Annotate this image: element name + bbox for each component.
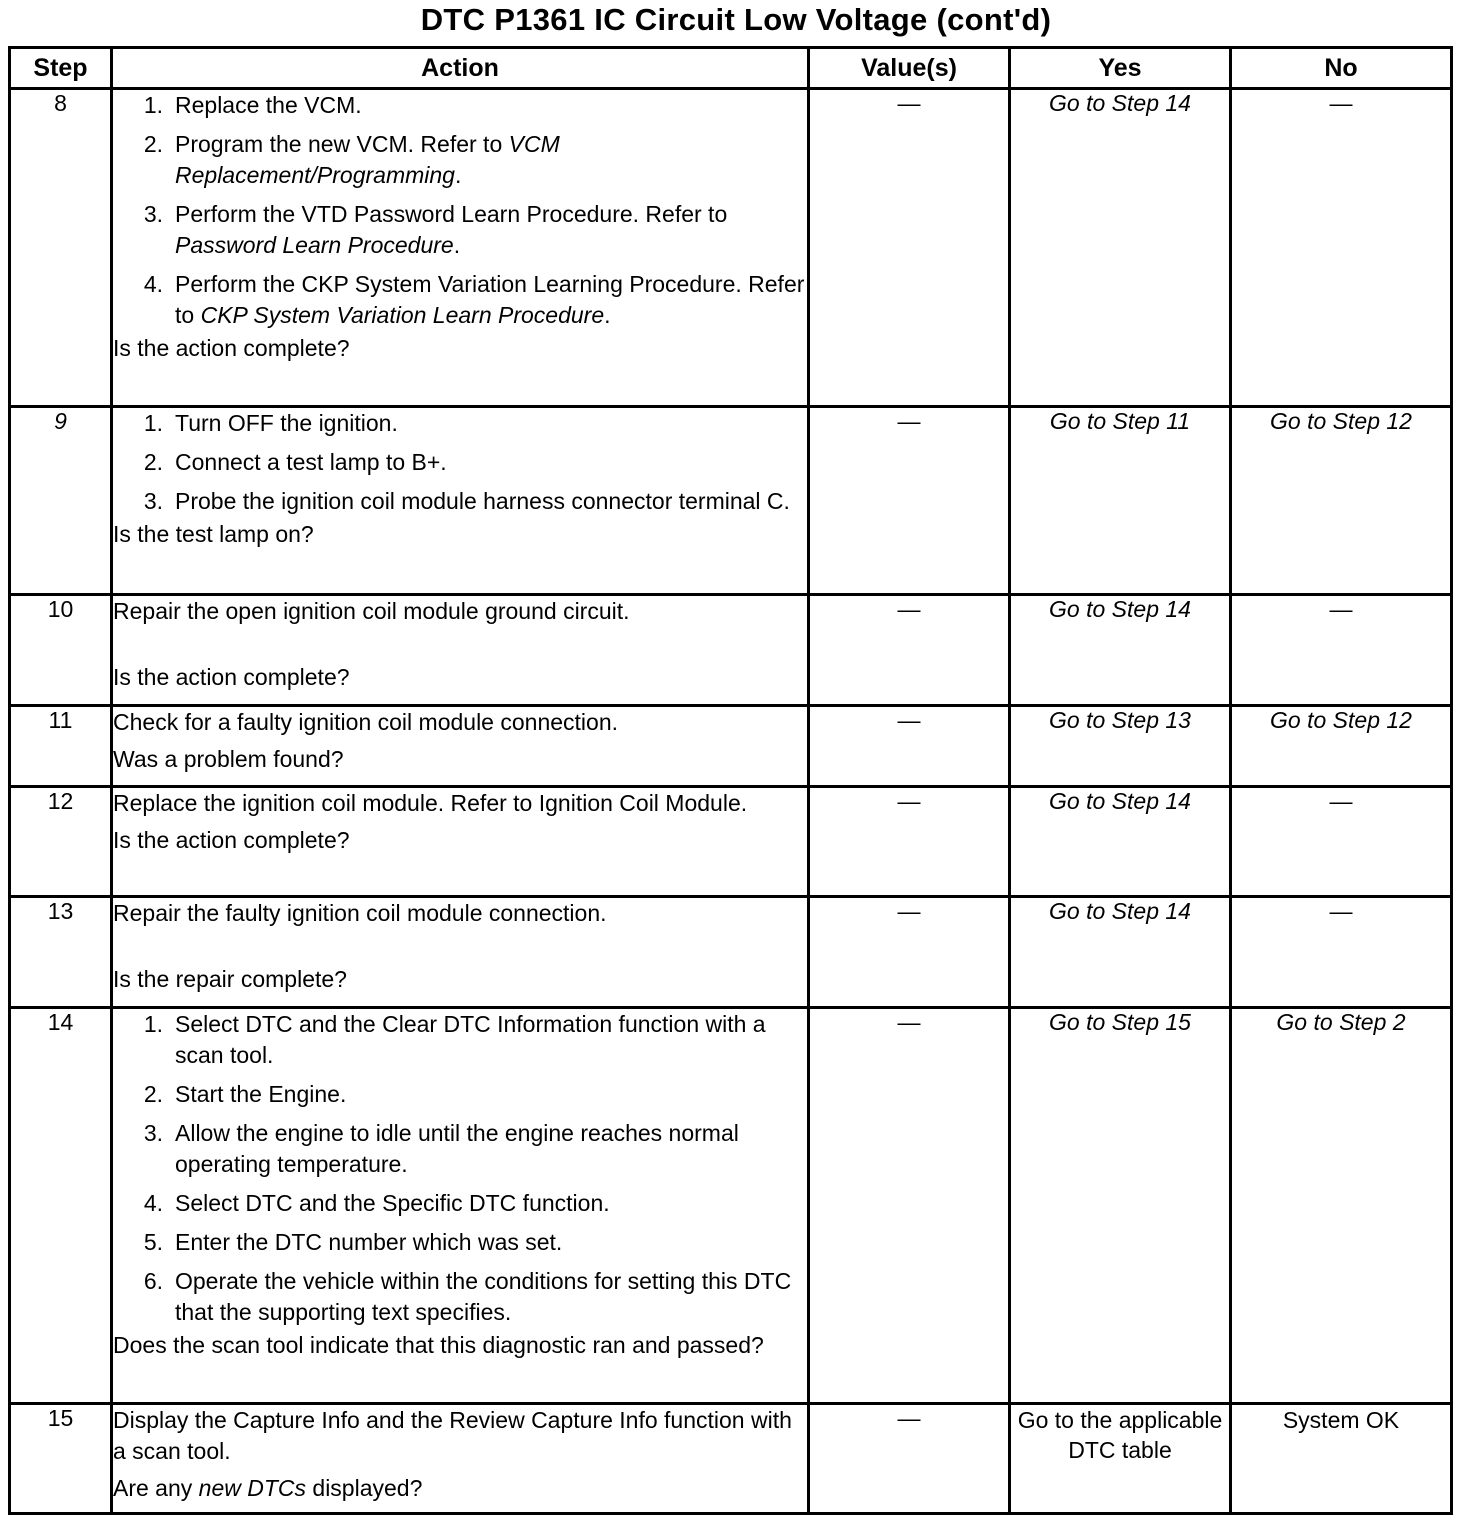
yes-result: Go to Step 14: [1010, 897, 1231, 1008]
diagnostic-table: [8, 46, 1453, 1515]
action-text: Check for a faulty ignition coil module connection.: [113, 709, 619, 735]
table-row: [10, 897, 1452, 1008]
yes-result: Go to Step 14: [1010, 787, 1231, 897]
yes-result: Go to Step 11: [1010, 407, 1231, 595]
header-step: Step: [10, 48, 112, 89]
action-text: Display the Capture Info and the Review Capture Info function with a scan tool.: [113, 1407, 792, 1464]
value-cell: —: [809, 1404, 1010, 1514]
list-item: 2. Program the new VCM. Refer to VCM Replacement/Programming.: [143, 131, 560, 188]
yes-result: Go to Step 14: [1010, 89, 1231, 407]
header-action: Action: [112, 48, 809, 89]
question-text: Is the test lamp on?: [113, 521, 314, 547]
question-text: Is the action complete?: [113, 335, 350, 361]
no-result: System OK: [1231, 1404, 1452, 1514]
no-result: —: [1231, 595, 1452, 706]
reference-link: CKP System Variation Learn Procedure: [200, 302, 605, 328]
action-cell: [112, 1008, 809, 1404]
question-text: Does the scan tool indicate that this diagnostic ran and passed?: [113, 1332, 764, 1358]
value-cell: —: [809, 897, 1010, 1008]
list-item: 1. Turn OFF the ignition.: [143, 410, 398, 436]
list-item: 1. Replace the VCM.: [143, 92, 362, 118]
list-item: 3. Allow the engine to idle until the engine reaches normal operating temperature.: [143, 1120, 739, 1177]
action-cell: [112, 706, 809, 787]
action-cell: [112, 1404, 809, 1514]
page-title: DTC P1361 IC Circuit Low Voltage (cont'd): [420, 2, 1052, 37]
list-item: 4. Perform the CKP System Variation Learning Procedure. Refer to CKP System Variation Learn Procedure.: [143, 271, 805, 328]
action-cell: [112, 787, 809, 897]
list-item: 3. Perform the VTD Password Learn Procedure. Refer to Password Learn Procedure.: [143, 201, 728, 258]
action-text: Repair the open ignition coil module ground circuit.: [113, 598, 630, 624]
list-item: 2. Connect a test lamp to B+.: [143, 449, 447, 475]
reference-link: VCM Replacement/Programming: [175, 131, 560, 188]
table-row: [10, 787, 1452, 897]
list-item: 5. Enter the DTC number which was set.: [143, 1229, 563, 1255]
step-number: 15: [10, 1404, 112, 1514]
action-cell: [112, 89, 809, 407]
value-cell: —: [809, 407, 1010, 595]
list-item: 1. Select DTC and the Clear DTC Information function with a scan tool.: [143, 1011, 766, 1068]
table-row: [10, 89, 1452, 407]
procedure-list: [113, 90, 807, 331]
table-header-row: [10, 48, 1452, 89]
question-text: Is the repair complete?: [113, 966, 347, 992]
no-result: Go to Step 2: [1231, 1008, 1452, 1404]
step-number: 13: [10, 897, 112, 1008]
value-cell: —: [809, 595, 1010, 706]
step-number: 14: [10, 1008, 112, 1404]
list-item: 4. Select DTC and the Specific DTC function.: [143, 1190, 610, 1216]
table-row: [10, 1404, 1452, 1514]
question-text: Was a problem found?: [113, 746, 344, 772]
no-result: —: [1231, 897, 1452, 1008]
no-result: —: [1231, 787, 1452, 897]
step-number: 10: [10, 595, 112, 706]
list-item: 2. Start the Engine.: [143, 1081, 347, 1107]
step-number: 8: [10, 89, 112, 407]
no-result: Go to Step 12: [1231, 407, 1452, 595]
step-number: 9: [10, 407, 112, 595]
procedure-list: [113, 1009, 807, 1328]
question-text: Are any new DTCs displayed?: [113, 1475, 423, 1501]
value-cell: —: [809, 1008, 1010, 1404]
header-no: No: [1231, 48, 1452, 89]
action-cell: [112, 897, 809, 1008]
value-cell: —: [809, 89, 1010, 407]
action-cell: [112, 595, 809, 706]
yes-result: Go to Step 13: [1010, 706, 1231, 787]
step-number: 12: [10, 787, 112, 897]
value-cell: —: [809, 706, 1010, 787]
action-text: Replace the ignition coil module. Refer to Ignition Coil Module.: [113, 790, 748, 816]
yes-result: Go to the applicable DTC table: [1010, 1404, 1231, 1514]
header-values: Value(s): [809, 48, 1010, 89]
header-yes: Yes: [1010, 48, 1231, 89]
yes-result: Go to Step 15: [1010, 1008, 1231, 1404]
question-text: Is the action complete?: [113, 827, 350, 853]
yes-result: Go to Step 14: [1010, 595, 1231, 706]
list-item: 6. Operate the vehicle within the conditions for setting this DTC that the supporting text specifies.: [143, 1268, 792, 1325]
question-text: Is the action complete?: [113, 664, 350, 690]
no-result: Go to Step 12: [1231, 706, 1452, 787]
table-row: [10, 1008, 1452, 1404]
no-result: —: [1231, 89, 1452, 407]
value-cell: —: [809, 787, 1010, 897]
reference-link: Password Learn Procedure: [175, 232, 454, 258]
table-row: [10, 595, 1452, 706]
table-row: [10, 407, 1452, 595]
action-cell: [112, 407, 809, 595]
list-item: 3. Probe the ignition coil module harness connector terminal C.: [143, 488, 790, 514]
procedure-list: [113, 408, 807, 517]
action-text: Repair the faulty ignition coil module connection.: [113, 900, 607, 926]
table-row: [10, 706, 1452, 787]
step-number: 11: [10, 706, 112, 787]
